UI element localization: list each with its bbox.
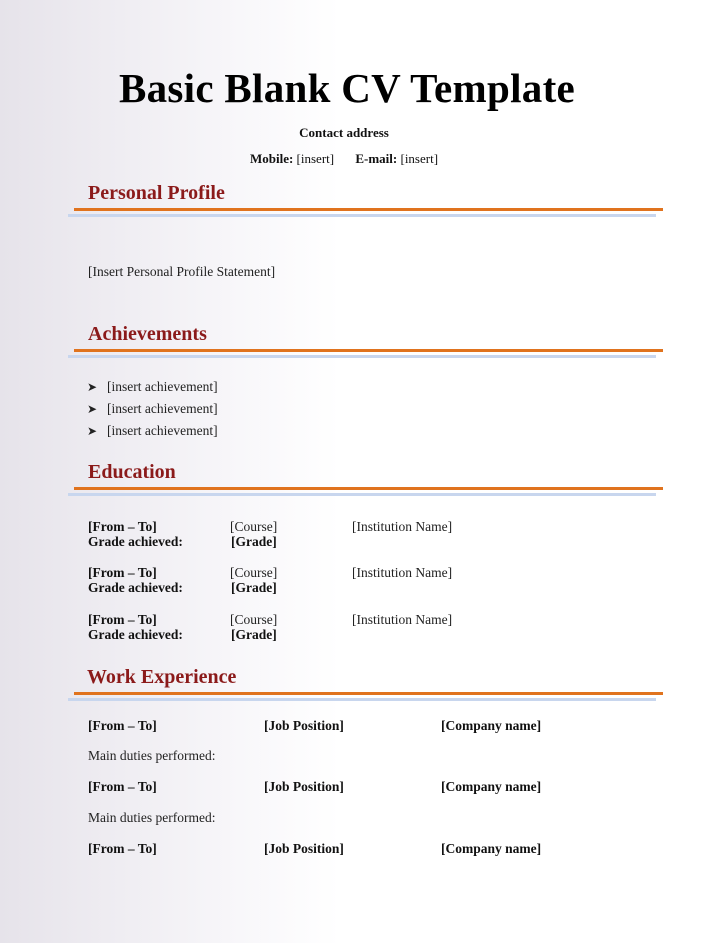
work-position: [Job Position] xyxy=(264,841,344,856)
email-label: E-mail: xyxy=(355,151,398,166)
work-company: [Company name] xyxy=(441,841,542,856)
work-duties: Main duties performed: xyxy=(88,810,216,825)
profile-statement: [Insert Personal Profile Statement] xyxy=(88,264,276,279)
education-dates: [From – To] xyxy=(88,519,157,534)
section-rule-orange xyxy=(74,349,663,352)
work-position: [Job Position] xyxy=(264,718,344,733)
grade-value: [Grade] xyxy=(231,627,277,642)
education-institution: [Institution Name] xyxy=(352,612,453,627)
mobile-value: [insert] xyxy=(296,151,335,166)
grade-value: [Grade] xyxy=(231,534,277,549)
arrow-bullet-icon: ➤ xyxy=(87,424,98,438)
work-company: [Company name] xyxy=(441,718,542,733)
section-rule-blue xyxy=(68,214,656,217)
work-duties: Main duties performed: xyxy=(88,748,216,763)
section-heading-achievements: Achievements xyxy=(88,323,207,345)
contact-address-label: Contact address xyxy=(299,125,389,140)
work-company: [Company name] xyxy=(441,779,542,794)
section-rule-blue xyxy=(68,355,656,358)
achievement-item: [insert achievement] xyxy=(107,423,218,438)
email-value: [insert] xyxy=(400,151,439,166)
achievement-item: [insert achievement] xyxy=(107,401,218,416)
section-heading-profile: Personal Profile xyxy=(88,182,225,204)
section-rule-orange xyxy=(74,208,663,211)
work-dates: [From – To] xyxy=(88,841,157,856)
education-course: [Course] xyxy=(230,612,278,627)
education-dates: [From – To] xyxy=(88,612,157,627)
mobile-label: Mobile: xyxy=(249,151,294,166)
section-rule-blue xyxy=(68,493,656,496)
section-heading-education: Education xyxy=(88,461,176,483)
grade-value: [Grade] xyxy=(231,580,277,595)
work-position: [Job Position] xyxy=(264,779,344,794)
document-title: Basic Blank CV Template xyxy=(118,65,576,111)
work-dates: [From – To] xyxy=(88,718,157,733)
grade-label: Grade achieved: xyxy=(88,627,183,642)
education-course: [Course] xyxy=(230,519,278,534)
arrow-bullet-icon: ➤ xyxy=(87,402,98,416)
section-rule-orange xyxy=(74,487,663,490)
grade-label: Grade achieved: xyxy=(88,580,183,595)
section-heading-work: Work Experience xyxy=(87,666,237,688)
section-rule-orange xyxy=(74,692,663,695)
work-dates: [From – To] xyxy=(88,779,157,794)
education-dates: [From – To] xyxy=(88,565,157,580)
education-institution: [Institution Name] xyxy=(352,519,453,534)
achievement-item: [insert achievement] xyxy=(107,379,218,394)
contact-line xyxy=(0,151,688,167)
education-course: [Course] xyxy=(230,565,278,580)
grade-label: Grade achieved: xyxy=(88,534,183,549)
education-institution: [Institution Name] xyxy=(352,565,453,580)
arrow-bullet-icon: ➤ xyxy=(87,380,98,394)
section-rule-blue xyxy=(68,698,656,701)
